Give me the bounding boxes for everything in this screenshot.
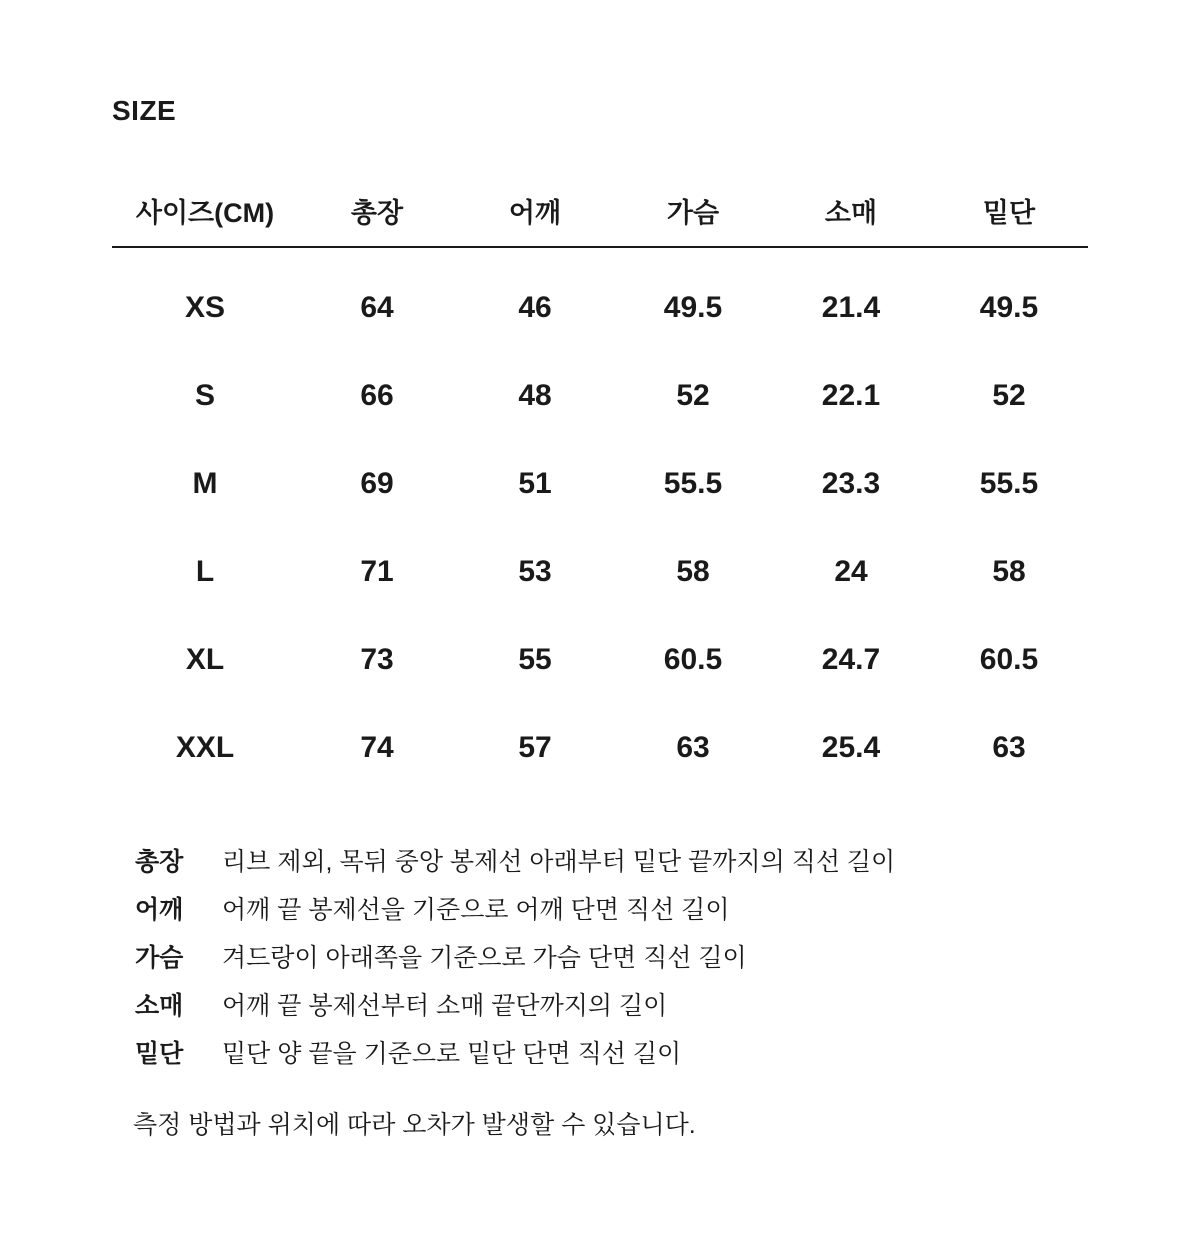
value-cell: 22.1 [821, 379, 881, 412]
term-description: 어깨 끝 봉제선부터 소매 끝단까지의 길이 [222, 992, 668, 1020]
table-row [112, 528, 1088, 616]
value-cell: 55 [518, 643, 552, 676]
term-description: 겨드랑이 아래쪽을 기준으로 가슴 단면 직선 길이 [222, 944, 747, 972]
size-cell: XXL [175, 731, 235, 764]
term-label: 가슴 [135, 944, 184, 972]
size-cell: XL [185, 643, 225, 676]
size-cell: S [194, 379, 215, 412]
value-cell: 25.4 [821, 731, 881, 764]
value-cell: 64 [360, 291, 394, 324]
table-row [112, 264, 1088, 352]
value-cell: 60.5 [979, 643, 1039, 676]
value-cell: 53 [518, 555, 552, 588]
term-label: 총장 [135, 848, 184, 876]
tolerance-note: 측정 방법과 위치에 따라 오차가 발생할 수 있습니다. [133, 1111, 696, 1139]
value-cell: 52 [992, 379, 1026, 412]
value-cell: 63 [992, 731, 1026, 764]
value-cell: 55.5 [663, 467, 723, 500]
size-cell: XS [184, 291, 226, 324]
table-body [112, 248, 1088, 792]
value-cell: 24 [834, 555, 868, 588]
definition-row [135, 838, 1085, 886]
table-header-row [112, 180, 1088, 248]
value-cell: 58 [992, 555, 1026, 588]
size-cell: M [192, 467, 218, 500]
header-cell-shoulder: 어깨 [508, 197, 562, 228]
value-cell: 60.5 [663, 643, 723, 676]
value-cell: 52 [676, 379, 710, 412]
table-row [112, 352, 1088, 440]
value-cell: 48 [518, 379, 552, 412]
term-description: 어깨 끝 봉제선을 기준으로 어깨 단면 직선 길이 [222, 896, 730, 924]
table-row [112, 704, 1088, 792]
term-label: 밑단 [135, 1040, 184, 1068]
size-table [112, 180, 1088, 792]
term-description: 리브 제외, 목뒤 중앙 봉제선 아래부터 밑단 끝까지의 직선 길이 [222, 848, 896, 876]
value-cell: 49.5 [663, 291, 723, 324]
header-cell-length: 총장 [350, 197, 404, 228]
table-row [112, 440, 1088, 528]
value-cell: 57 [518, 731, 552, 764]
value-cell: 24.7 [821, 643, 881, 676]
term-label: 소매 [135, 992, 184, 1020]
value-cell: 69 [360, 467, 394, 500]
term-label: 어깨 [135, 896, 184, 924]
definition-row [135, 982, 1085, 1030]
value-cell: 73 [360, 643, 394, 676]
header-cell-sleeve: 소매 [824, 197, 878, 228]
definition-row [135, 1030, 1085, 1078]
value-cell: 21.4 [821, 291, 881, 324]
size-cell: L [195, 555, 215, 588]
value-cell: 58 [676, 555, 710, 588]
value-cell: 51 [518, 467, 552, 500]
value-cell: 66 [360, 379, 394, 412]
value-cell: 55.5 [979, 467, 1039, 500]
header-cell-chest: 가슴 [666, 197, 720, 228]
value-cell: 74 [360, 731, 394, 764]
header-cell-hem: 밑단 [982, 197, 1036, 228]
header-cell-size: 사이즈(CM) [135, 197, 275, 228]
page-title: SIZE [112, 95, 177, 126]
value-cell: 23.3 [821, 467, 881, 500]
value-cell: 49.5 [979, 291, 1039, 324]
value-cell: 46 [518, 291, 552, 324]
table-row [112, 616, 1088, 704]
value-cell: 63 [676, 731, 710, 764]
term-description: 밑단 양 끝을 기준으로 밑단 단면 직선 길이 [222, 1040, 682, 1068]
value-cell: 71 [360, 555, 394, 588]
definition-row [135, 886, 1085, 934]
definition-row [135, 934, 1085, 982]
measurement-guide [135, 838, 1085, 1078]
